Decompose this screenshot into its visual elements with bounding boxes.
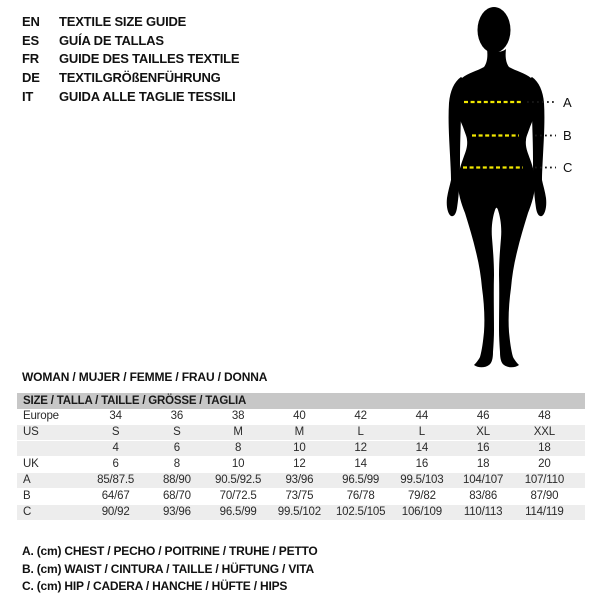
size-table-cell: 93/96 xyxy=(162,506,191,518)
size-table-cell: 83/86 xyxy=(469,490,498,502)
size-table-cell: 34 xyxy=(109,410,122,422)
language-row xyxy=(22,69,239,88)
language-row xyxy=(22,32,239,51)
measure-label-chest: A xyxy=(563,95,572,110)
size-table-header: SIZE / TALLA / TAILLE / GRÖSSE / TAGLIA xyxy=(17,393,585,409)
size-table-cell: 8 xyxy=(173,458,180,470)
size-table-cell: 79/82 xyxy=(407,490,436,502)
woman-silhouette-figure xyxy=(437,5,582,370)
language-row xyxy=(22,13,239,32)
language-title-list xyxy=(22,13,239,107)
measurement-legend-line: A. (cm) CHEST / PECHO / POITRINE / TRUHE / PETTO xyxy=(22,544,318,558)
size-table xyxy=(17,393,585,521)
size-table-cell: 16 xyxy=(476,442,490,454)
size-table-cell: 73/75 xyxy=(285,490,314,502)
size-table-cell: 99.5/103 xyxy=(400,474,444,486)
size-table-cell: S xyxy=(111,426,120,438)
size-table-cell: 106/109 xyxy=(401,506,442,518)
size-table-body xyxy=(17,409,585,521)
size-table-cell: 42 xyxy=(354,410,367,422)
size-table-cell: 8 xyxy=(235,442,242,454)
size-table-row-label: Europe xyxy=(23,410,59,422)
size-table-row-label: UK xyxy=(23,458,39,470)
size-table-cell: XL xyxy=(476,426,490,438)
measure-label-waist: B xyxy=(563,128,572,143)
size-table-cell: 4 xyxy=(112,442,119,454)
size-table-row-label xyxy=(17,441,85,456)
measurement-legend-line: C. (cm) HIP / CADERA / HANCHE / HÜFTE / HIPS xyxy=(22,579,288,594)
size-table-cell: 12 xyxy=(354,442,367,454)
size-table-row xyxy=(17,473,585,489)
size-table-cell: 104/107 xyxy=(463,474,504,486)
size-table-cell: 90.5/92.5 xyxy=(215,474,262,486)
language-row xyxy=(22,88,239,107)
measurement-legend xyxy=(22,543,318,596)
size-table-cell: 87/90 xyxy=(530,490,559,502)
size-table-cell: 90/92 xyxy=(101,506,130,518)
size-table-row-label: A xyxy=(23,474,31,486)
size-table-cell: 38 xyxy=(231,410,245,422)
language-code: IT xyxy=(22,88,34,104)
size-table-cell: 36 xyxy=(170,410,184,422)
size-table-cell: 48 xyxy=(538,410,551,422)
size-table-cell: 68/70 xyxy=(162,490,191,502)
size-table-row xyxy=(17,425,585,441)
section-title-woman: WOMAN / MUJER / FEMME / FRAU / DONNA xyxy=(22,370,268,384)
size-table-cell: 96.5/99 xyxy=(342,474,380,486)
size-table-row xyxy=(17,489,585,505)
size-table-cell: M xyxy=(294,426,305,438)
size-table-cell: XXL xyxy=(533,426,555,438)
size-table-cell: 18 xyxy=(538,442,551,454)
size-table-cell: 14 xyxy=(415,442,429,454)
size-table-cell: 44 xyxy=(415,410,429,422)
size-table-cell: 46 xyxy=(476,410,490,422)
size-table-cell: 10 xyxy=(231,458,245,470)
size-table-row xyxy=(17,505,585,521)
language-code: EN xyxy=(22,14,40,29)
size-table-cell: 6 xyxy=(173,442,180,454)
size-table-cell: 20 xyxy=(538,458,551,470)
language-guide-title: GUIDA ALLE TAGLIE TESSILI xyxy=(59,88,236,104)
size-table-cell: 70/72.5 xyxy=(219,490,257,502)
size-table-row xyxy=(17,441,585,457)
language-code: ES xyxy=(22,32,39,48)
size-table-row-label: US xyxy=(23,426,39,438)
woman-silhouette-svg xyxy=(437,5,582,370)
size-table-cell: L xyxy=(357,426,364,438)
size-table-cell: 88/90 xyxy=(162,474,191,486)
size-table-cell: 16 xyxy=(415,458,429,470)
size-table-cell: 93/96 xyxy=(285,474,314,486)
size-table-cell: 107/110 xyxy=(524,474,565,486)
language-code: FR xyxy=(22,51,39,67)
measurement-legend-line: B. (cm) WAIST / CINTURA / TAILLE / HÜFTUNG / VITA xyxy=(22,561,314,576)
silhouette-head xyxy=(478,7,511,53)
size-table-cell: 110/113 xyxy=(463,506,503,518)
language-guide-title: GUÍA DE TALLAS xyxy=(59,32,164,48)
size-table-cell: 64/67 xyxy=(101,490,130,502)
language-guide-title: GUIDE DES TAILLES TEXTILE xyxy=(59,51,240,67)
size-table-cell: 99.5/102 xyxy=(277,506,321,518)
size-table-cell: 40 xyxy=(293,410,306,422)
language-guide-title: TEXTILE SIZE GUIDE xyxy=(59,14,187,29)
size-table-cell: 10 xyxy=(293,442,306,454)
size-table-cell: S xyxy=(173,426,181,438)
measure-label-hip: C xyxy=(563,160,573,175)
size-table-cell: 102.5/105 xyxy=(335,506,386,518)
size-table-row-label: C xyxy=(23,506,32,518)
size-table-cell: M xyxy=(233,426,243,438)
size-table-cell: 18 xyxy=(476,458,490,470)
size-table-cell: 14 xyxy=(354,458,367,470)
size-table-cell: 96.5/99 xyxy=(219,506,257,518)
language-code: DE xyxy=(22,70,40,86)
size-table-row-label: B xyxy=(23,490,31,502)
size-table-row xyxy=(17,409,585,425)
size-table-cell: 114/119 xyxy=(525,506,564,518)
language-guide-title: TEXTILGRÖßENFÜHRUNG xyxy=(59,70,221,86)
size-table-cell: L xyxy=(418,426,425,438)
size-table-cell: 12 xyxy=(293,458,306,470)
size-table-cell: 76/78 xyxy=(346,490,375,502)
size-table-row xyxy=(17,457,585,473)
language-row xyxy=(22,50,239,69)
size-table-cell: 85/87.5 xyxy=(97,474,135,486)
size-table-cell: 6 xyxy=(112,458,119,470)
